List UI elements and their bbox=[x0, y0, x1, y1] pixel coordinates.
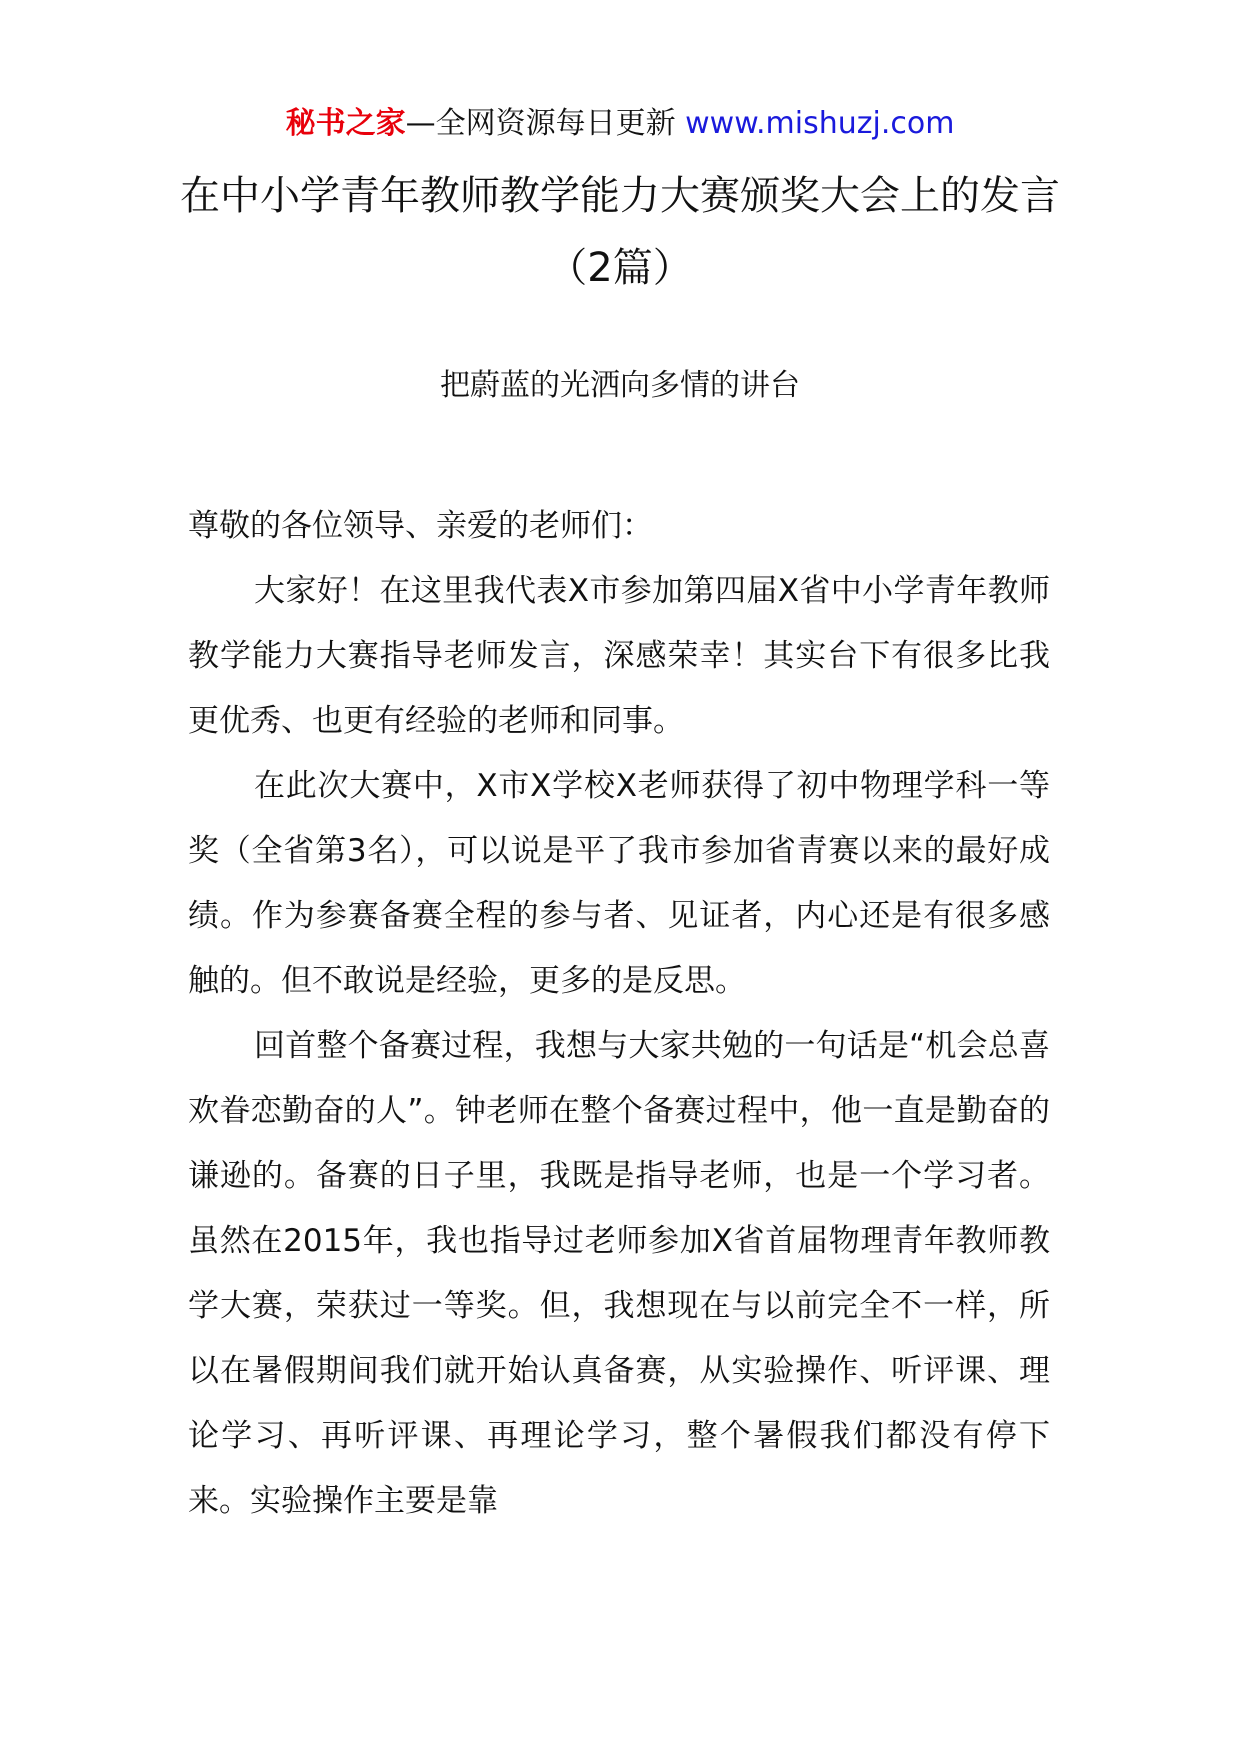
paragraph: 大家好！在这里我代表X市参加第四届X省中小学青年教师教学能力大赛指导老师发言，深感荣幸！其实台下有很多比我更优秀、也更有经验的老师和同事。 bbox=[188, 573, 1050, 739]
paragraph: 在此次大赛中，X市X学校X老师获得了初中物理学科一等奖（全省第3名），可以说是平了我市参加省青赛以来的最好成绩。作为参赛备赛全程的参与者、见证者，内心还是有很多感触的。但不敢说是经验，更多的是反思。 bbox=[188, 768, 1050, 999]
paragraph: 回首整个备赛过程，我想与大家共勉的一句话是“机会总喜欢眷恋勤奋的人”。钟老师在整个备赛过程中，他一直是勤奋的谦逊的。备赛的日子里，我既是指导老师，也是一个学习者。虽然在2015年，我也指导过老师参加X省首届物理青年教师教学大赛，荣获过一等奖。但，我想现在与以前完全不一样，所以在暑假期间我们就开始认真备赛，从实验操作、听评课、理论学习、再听评课、再理论学习，整个暑假我们都没有停下来。实验操作主要是靠 bbox=[188, 1028, 1050, 1519]
document-body bbox=[188, 494, 1050, 1534]
brand-name: 秘书之家 bbox=[285, 106, 406, 141]
site-header bbox=[0, 100, 1240, 148]
header-tagline: —全网资源每日更新 bbox=[405, 106, 686, 141]
document-subtitle: 把蔚蓝的光洒向多情的讲台 bbox=[440, 368, 800, 403]
site-url: www.mishuzj.com bbox=[685, 106, 955, 141]
document-title: 在中小学青年教师教学能力大赛颁奖大会上的发言（2篇） bbox=[180, 173, 1060, 291]
salutation: 尊敬的各位领导、亲爱的老师们： bbox=[188, 508, 653, 544]
